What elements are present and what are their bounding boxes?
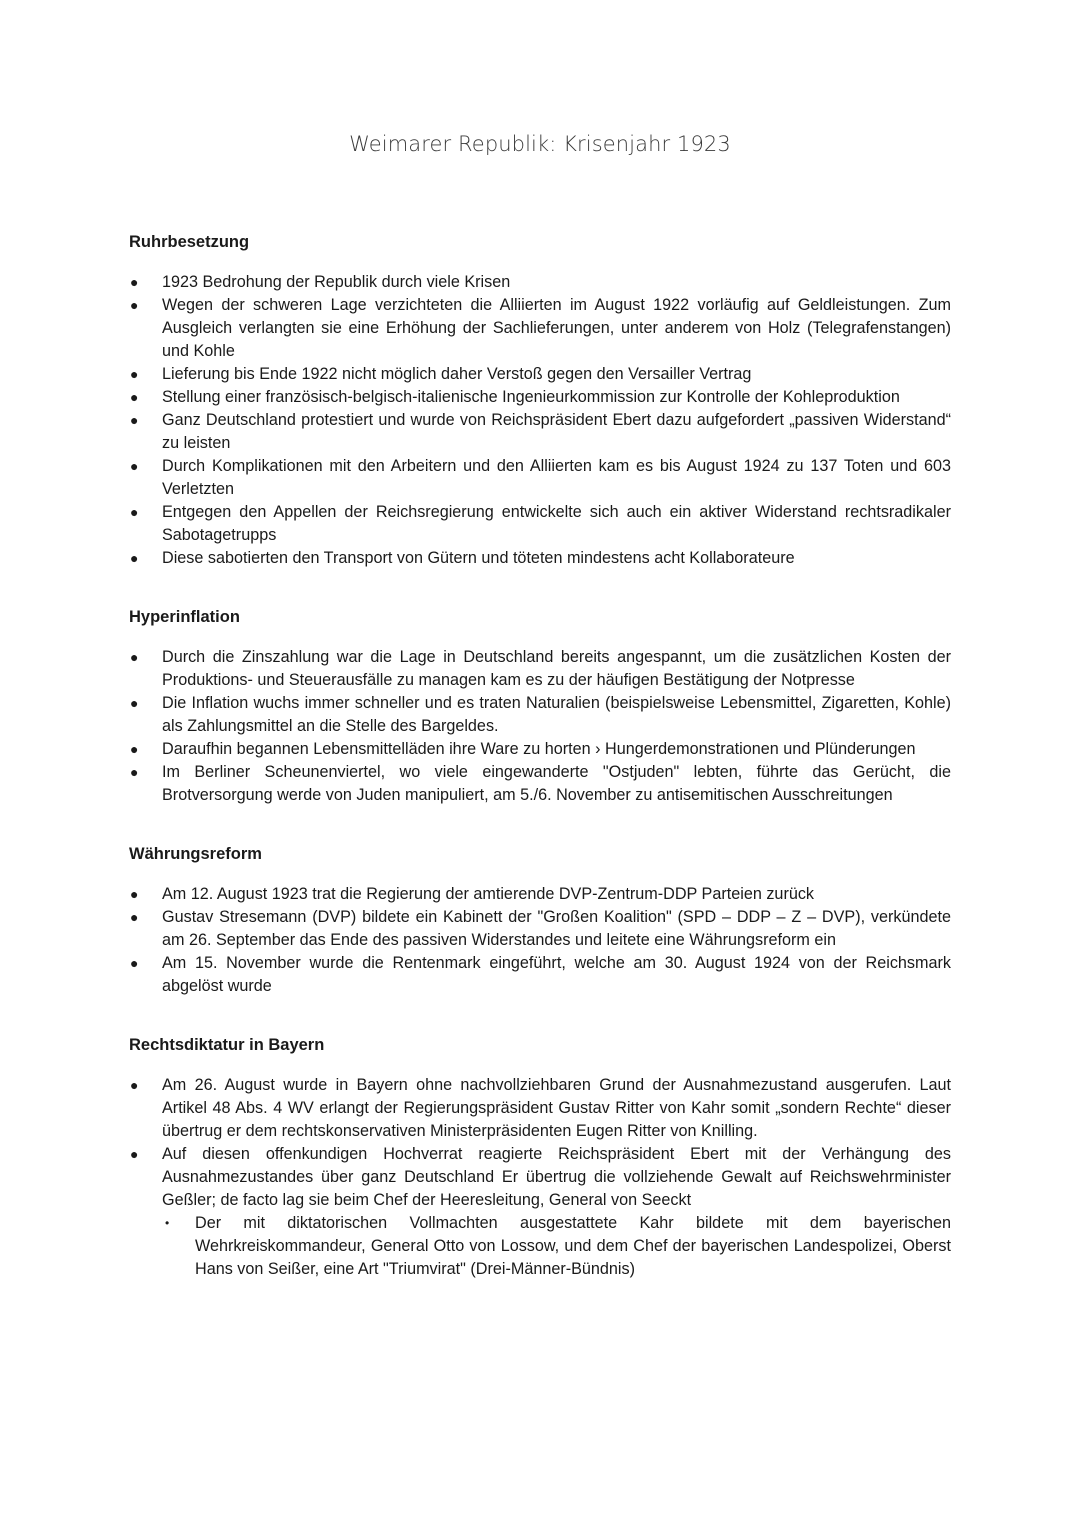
list-item: [129, 692, 951, 738]
bullet-icon: ●: [130, 955, 139, 971]
sub-list-item: [162, 1212, 951, 1281]
list-item-text: Am 12. August 1923 trat die Regierung der amtierende DVP-Zentrum-DDP Parteien zurück: [162, 885, 815, 903]
list-item: [129, 952, 951, 998]
list-item-text: Lieferung bis Ende 1922 nicht möglich daher Verstoß gegen den Versailler Vertrag: [162, 365, 752, 383]
list-item-text: Durch die Zinszahlung war die Lage in Deutschland bereits angespannt, um die zusätzlichen Kosten der Produktions- und Steuerausfälle zu managen kam es zu der häufigen Bestätigung der Notpresse: [162, 648, 951, 689]
list-item: [129, 1143, 951, 1281]
bullet-icon: ●: [130, 297, 139, 313]
bullet-icon: ●: [130, 274, 139, 290]
list-item-text: Durch Komplikationen mit den Arbeitern und den Alliierten kam es bis August 1924 zu 137 Toten und 603 Verletzten: [162, 457, 951, 498]
document-body: [129, 231, 951, 1317]
bullet-icon: ●: [130, 695, 139, 711]
list-item-text: Im Berliner Scheunenviertel, wo viele eingewanderte "Ostjuden" lebten, führte das Gerücht, die Brotversorgung werde von Juden manipuliert, am 5./6. November zu antisemitischen Ausschreitungen: [162, 763, 951, 804]
list-item-text: Gustav Stresemann (DVP) bildete ein Kabinett der "Großen Koalition" (SPD – DDP – Z – DVP), verkündete am 26. September das Ende des passiven Widerstandes und leitete eine Währungsreform ein: [162, 908, 951, 949]
list-item: [129, 738, 951, 761]
section-rechtsdiktatur-bayern: [129, 1034, 951, 1281]
bullet-icon: ●: [130, 550, 139, 566]
list-item: [129, 646, 951, 692]
section-ruhrbesetzung: [129, 231, 951, 570]
bullet-icon: ●: [130, 366, 139, 382]
bullet-icon: ●: [130, 458, 139, 474]
sub-bullet-icon: •: [165, 1216, 170, 1230]
bullet-icon: ●: [130, 412, 139, 428]
bullet-icon: ●: [130, 1077, 139, 1093]
list-item: [129, 386, 951, 409]
list-item-text: Die Inflation wuchs immer schneller und es traten Naturalien (beispielsweise Lebensmittel, Zigaretten, Kohle) als Zahlungsmittel an die Stelle des Bargeldes.: [162, 694, 951, 735]
list-item-text: Wegen der schweren Lage verzichteten die Alliierten im August 1922 vorläufig auf Geldleistungen. Zum Ausgleich verlangten sie eine Erhöhung der Sachlieferungen, unter anderem von Holz (Telegrafenstangen) und Kohle: [162, 296, 951, 360]
bullet-icon: ●: [130, 1146, 139, 1162]
bullet-icon: ●: [130, 886, 139, 902]
list-item-text: Daraufhin begannen Lebensmittelläden ihre Ware zu horten › Hungerdemonstrationen und Plünderungen: [162, 740, 916, 758]
list-item-text: Diese sabotierten den Transport von Gütern und töteten mindestens acht Kollaborateure: [162, 549, 795, 567]
list-item: [129, 363, 951, 386]
list-item-text: Am 26. August wurde in Bayern ohne nachvollziehbaren Grund der Ausnahmezustand ausgerufen. Laut Artikel 48 Abs. 4 WV erlangt der Regierungspräsident Gustav Ritter von Kahr somit „sondern Rechte“ dieser übertrug er dem rechtskonservativen Ministerpräsidenten Eugen Ritter von Knilling.: [162, 1076, 951, 1140]
list-item: [129, 409, 951, 455]
list-item: [129, 294, 951, 363]
bullet-list: [129, 883, 951, 998]
bullet-icon: ●: [130, 649, 139, 665]
list-item: [129, 883, 951, 906]
list-item-text: Entgegen den Appellen der Reichsregierung entwickelte sich auch ein aktiver Widerstand rechtsradikaler Sabotagetrupps: [162, 503, 951, 544]
section-heading: Rechtsdiktatur in Bayern: [129, 1036, 325, 1054]
sub-bullet-list: [162, 1212, 951, 1281]
list-item: [129, 455, 951, 501]
bullet-list: [129, 1074, 951, 1281]
page-title: Weimarer Republik: Krisenjahr 1923: [349, 132, 731, 156]
bullet-icon: ●: [130, 504, 139, 520]
list-item-text: Am 15. November wurde die Rentenmark eingeführt, welche am 30. August 1924 von der Reichsmark abgelöst wurde: [162, 954, 951, 995]
section-heading: Währungsreform: [129, 845, 262, 863]
bullet-icon: ●: [130, 389, 139, 405]
list-item: [129, 761, 951, 807]
bullet-list: [129, 646, 951, 807]
sub-list-item-text: Der mit diktatorischen Vollmachten ausgestattete Kahr bildete mit dem bayerischen Wehrkreiskommandeur, General Otto von Lossow, und dem Chef der bayerischen Landespolizei, Oberst Hans von Seißer, eine Art "Triumvirat" (Drei-Männer-Bündnis): [195, 1214, 951, 1278]
section-waehrungsreform: [129, 843, 951, 998]
list-item: [129, 501, 951, 547]
section-heading: Ruhrbesetzung: [129, 233, 250, 251]
list-item: [129, 906, 951, 952]
bullet-icon: ●: [130, 764, 139, 780]
section-heading: Hyperinflation: [129, 608, 240, 626]
list-item-text: Auf diesen offenkundigen Hochverrat reagierte Reichspräsident Ebert mit der Verhängung des Ausnahmezustandes über ganz Deutschland Er übertrug die vollziehende Gewalt auf Reichswehrminister Geßler; de facto lag sie beim Chef der Heeresleitung, General von Seeckt: [162, 1145, 951, 1209]
list-item: [129, 271, 951, 294]
section-hyperinflation: [129, 606, 951, 807]
bullet-icon: ●: [130, 909, 139, 925]
bullet-icon: ●: [130, 741, 139, 757]
list-item-text: Ganz Deutschland protestiert und wurde von Reichspräsident Ebert dazu aufgefordert „passiven Widerstand“ zu leisten: [162, 411, 951, 452]
bullet-list: [129, 271, 951, 570]
list-item-text: 1923 Bedrohung der Republik durch viele Krisen: [162, 273, 511, 291]
list-item: [129, 1074, 951, 1143]
list-item-text: Stellung einer französisch-belgisch-italienische Ingenieurkommission zur Kontrolle der Kohleproduktion: [162, 388, 900, 406]
list-item: [129, 547, 951, 570]
